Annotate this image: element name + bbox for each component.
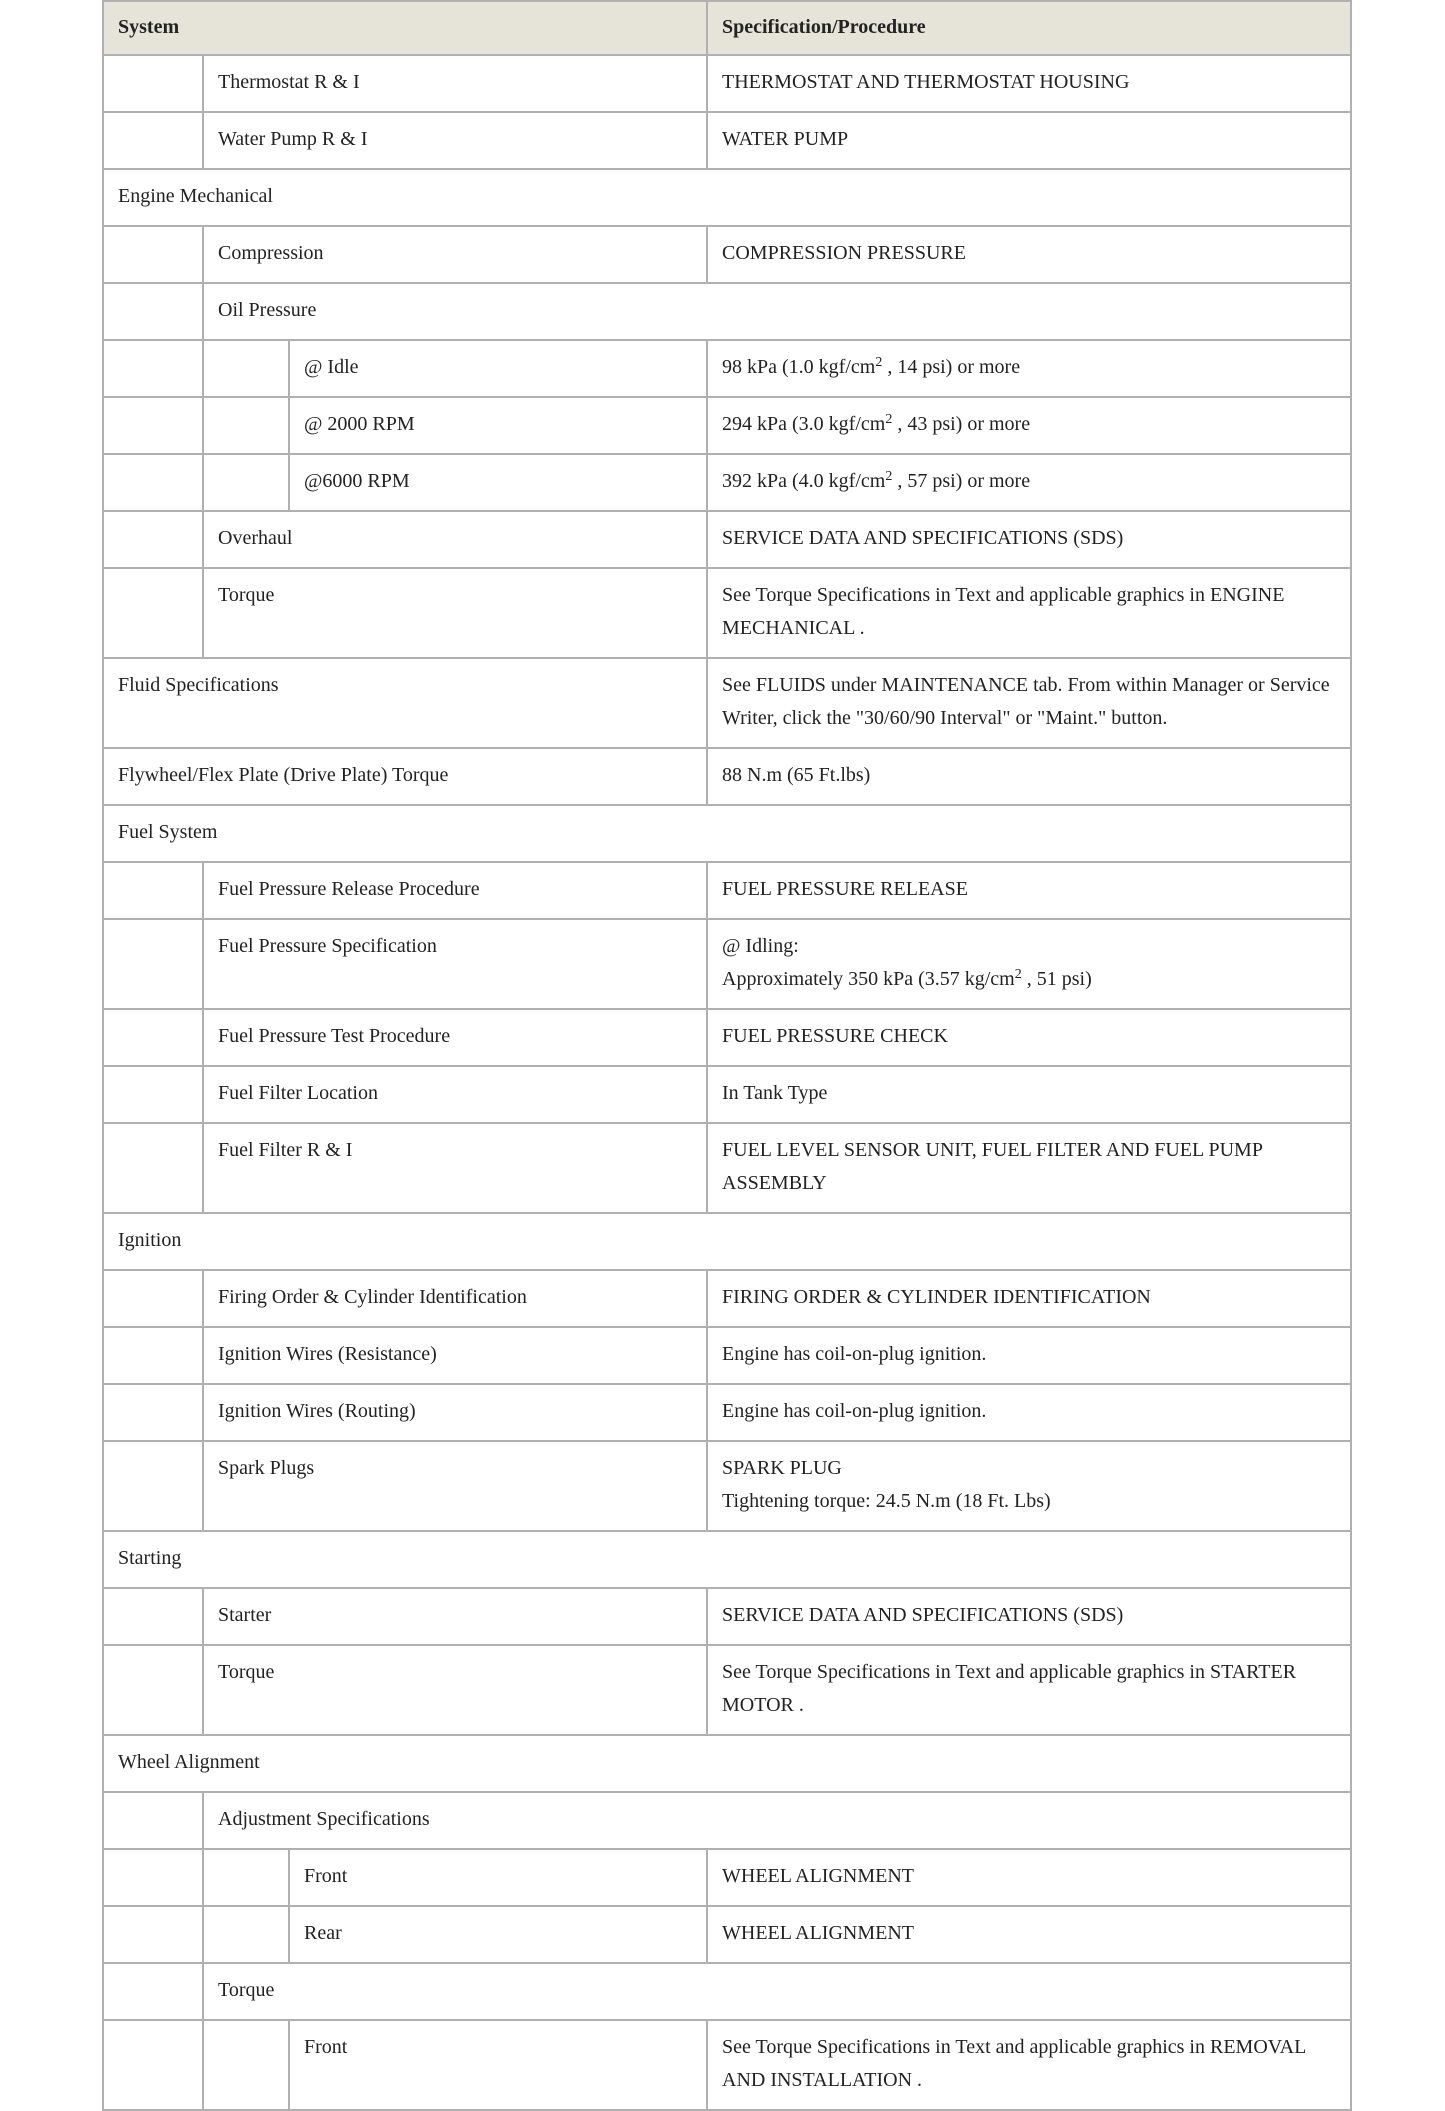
row-value: COMPRESSION PRESSURE <box>707 226 1351 283</box>
section-heading: Wheel Alignment <box>103 1735 1351 1792</box>
row-value: See Torque Specifications in Text and applicable graphics in STARTER MOTOR . <box>707 1645 1351 1735</box>
row-label: Front <box>289 2020 707 2110</box>
row-label: Fuel Pressure Specification <box>203 919 707 1009</box>
subsection-heading: Torque <box>203 1963 1351 2020</box>
table-row <box>103 454 1351 511</box>
indent-cell <box>103 862 203 919</box>
table-row <box>103 748 1351 805</box>
indent-cell <box>103 1384 203 1441</box>
row-label: Ignition Wires (Routing) <box>203 1384 707 1441</box>
indent-cell <box>103 1963 203 2020</box>
indent-cell <box>103 397 203 454</box>
value-line: @ Idling: <box>722 935 799 957</box>
row-value <box>707 919 1351 1009</box>
section-row <box>103 1213 1351 1270</box>
row-value: WHEEL ALIGNMENT <box>707 1906 1351 1963</box>
row-value: FIRING ORDER & CYLINDER IDENTIFICATION <box>707 1270 1351 1327</box>
section-heading: Starting <box>103 1531 1351 1588</box>
row-label: Starter <box>203 1588 707 1645</box>
row-label: Firing Order & Cylinder Identification <box>203 1270 707 1327</box>
indent-cell <box>203 1849 289 1906</box>
subsection-heading: Adjustment Specifications <box>203 1792 1351 1849</box>
table-row <box>103 340 1351 397</box>
row-value: 88 N.m (65 Ft.lbs) <box>707 748 1351 805</box>
indent-cell <box>103 283 203 340</box>
indent-cell <box>203 340 289 397</box>
row-value: WHEEL ALIGNMENT <box>707 1849 1351 1906</box>
indent-cell <box>203 454 289 511</box>
superscript: 2 <box>875 355 883 370</box>
section-heading: Engine Mechanical <box>103 169 1351 226</box>
table-row <box>103 1849 1351 1906</box>
row-value: 392 kPa (4.0 kgf/$cm^2$ , 57 psi) or more <box>707 454 1351 511</box>
table-row <box>103 1123 1351 1213</box>
indent-cell <box>103 1792 203 1849</box>
row-value: Engine has coil-on-plug ignition. <box>707 1384 1351 1441</box>
superscript: 2 <box>885 412 893 427</box>
table-row <box>103 2020 1351 2110</box>
subsection-heading: Oil Pressure <box>203 283 1351 340</box>
table-row <box>103 1066 1351 1123</box>
row-value: FUEL PRESSURE RELEASE <box>707 862 1351 919</box>
row-label: @ 2000 RPM <box>289 397 707 454</box>
indent-cell <box>103 1009 203 1066</box>
row-label: Spark Plugs <box>203 1441 707 1531</box>
row-value: SERVICE DATA AND SPECIFICATIONS (SDS) <box>707 511 1351 568</box>
section-row <box>103 1531 1351 1588</box>
row-label: Water Pump R & I <box>203 112 707 169</box>
indent-cell <box>203 1906 289 1963</box>
specifications-table <box>102 0 1352 2111</box>
row-value: 98 kPa (1.0 kgf/$cm^2$ , 14 psi) or more <box>707 340 1351 397</box>
table-row <box>103 568 1351 658</box>
row-label: @6000 RPM <box>289 454 707 511</box>
row-value: FUEL LEVEL SENSOR UNIT, FUEL FILTER AND FUEL PUMP ASSEMBLY <box>707 1123 1351 1213</box>
indent-cell <box>103 1066 203 1123</box>
subsection-row <box>103 1963 1351 2020</box>
row-value: FUEL PRESSURE CHECK <box>707 1009 1351 1066</box>
table-row <box>103 1384 1351 1441</box>
row-label: Torque <box>203 1645 707 1735</box>
indent-cell <box>103 2020 203 2110</box>
value-line: Approximately 350 kPa (3.57 $kg/cm^2$ , 51 psi) <box>722 967 1092 990</box>
indent-cell <box>103 511 203 568</box>
superscript: 2 <box>885 469 893 484</box>
row-label: Overhaul <box>203 511 707 568</box>
row-value: WATER PUMP <box>707 112 1351 169</box>
table-row <box>103 226 1351 283</box>
section-heading: Ignition <box>103 1213 1351 1270</box>
indent-cell <box>103 919 203 1009</box>
section-row <box>103 169 1351 226</box>
section-row <box>103 1735 1351 1792</box>
row-value: See Torque Specifications in Text and applicable graphics in ENGINE MECHANICAL . <box>707 568 1351 658</box>
row-value: THERMOSTAT AND THERMOSTAT HOUSING <box>707 55 1351 112</box>
row-label: Rear <box>289 1906 707 1963</box>
row-label: Fuel Pressure Release Procedure <box>203 862 707 919</box>
indent-cell <box>103 1441 203 1531</box>
row-label: Ignition Wires (Resistance) <box>203 1327 707 1384</box>
value-line: SPARK PLUG <box>722 1457 842 1479</box>
table-row <box>103 112 1351 169</box>
row-label: Fuel Filter Location <box>203 1066 707 1123</box>
indent-cell <box>103 1123 203 1213</box>
row-value: See Torque Specifications in Text and applicable graphics in REMOVAL AND INSTALLATION . <box>707 2020 1351 2110</box>
indent-cell <box>103 1270 203 1327</box>
row-value <box>707 1441 1351 1531</box>
row-value: SERVICE DATA AND SPECIFICATIONS (SDS) <box>707 1588 1351 1645</box>
row-label: Front <box>289 1849 707 1906</box>
section-row <box>103 805 1351 862</box>
row-value: Engine has coil-on-plug ignition. <box>707 1327 1351 1384</box>
superscript: 2 <box>1014 967 1022 982</box>
row-label: Fuel Filter R & I <box>203 1123 707 1213</box>
table-row <box>103 1327 1351 1384</box>
indent-cell <box>103 1327 203 1384</box>
indent-cell <box>203 2020 289 2110</box>
table-row <box>103 511 1351 568</box>
row-label: Fluid Specifications <box>103 658 707 748</box>
system-column-header: System <box>103 1 707 55</box>
table-row <box>103 1270 1351 1327</box>
row-label: Fuel Pressure Test Procedure <box>203 1009 707 1066</box>
indent-cell <box>103 454 203 511</box>
indent-cell <box>103 1849 203 1906</box>
indent-cell <box>103 55 203 112</box>
indent-cell <box>103 340 203 397</box>
row-label: Torque <box>203 568 707 658</box>
spec-column-header: Specification/Procedure <box>707 1 1351 55</box>
table-row <box>103 919 1351 1009</box>
subsection-row <box>103 1792 1351 1849</box>
table-row <box>103 1588 1351 1645</box>
indent-cell <box>103 226 203 283</box>
row-value: 294 kPa (3.0 kgf/$cm^2$ , 43 psi) or more <box>707 397 1351 454</box>
table-row <box>103 862 1351 919</box>
table-header-row <box>103 1 1351 55</box>
row-value: In Tank Type <box>707 1066 1351 1123</box>
indent-cell <box>203 397 289 454</box>
table-row <box>103 1906 1351 1963</box>
row-value: See FLUIDS under MAINTENANCE tab. From within Manager or Service Writer, click the "30/60/90 Interval" or "Maint." button. <box>707 658 1351 748</box>
table-row <box>103 397 1351 454</box>
section-heading: Fuel System <box>103 805 1351 862</box>
row-label: Flywheel/Flex Plate (Drive Plate) Torque <box>103 748 707 805</box>
table-row <box>103 658 1351 748</box>
row-label: Compression <box>203 226 707 283</box>
indent-cell <box>103 1645 203 1735</box>
indent-cell <box>103 1906 203 1963</box>
subsection-row <box>103 283 1351 340</box>
table-row <box>103 1009 1351 1066</box>
indent-cell <box>103 112 203 169</box>
table-row <box>103 1441 1351 1531</box>
indent-cell <box>103 568 203 658</box>
value-line: Tightening torque: 24.5 N.m (18 Ft. Lbs) <box>722 1490 1051 1512</box>
indent-cell <box>103 1588 203 1645</box>
table-row <box>103 55 1351 112</box>
table-row <box>103 1645 1351 1735</box>
row-label: @ Idle <box>289 340 707 397</box>
row-label: Thermostat R & I <box>203 55 707 112</box>
